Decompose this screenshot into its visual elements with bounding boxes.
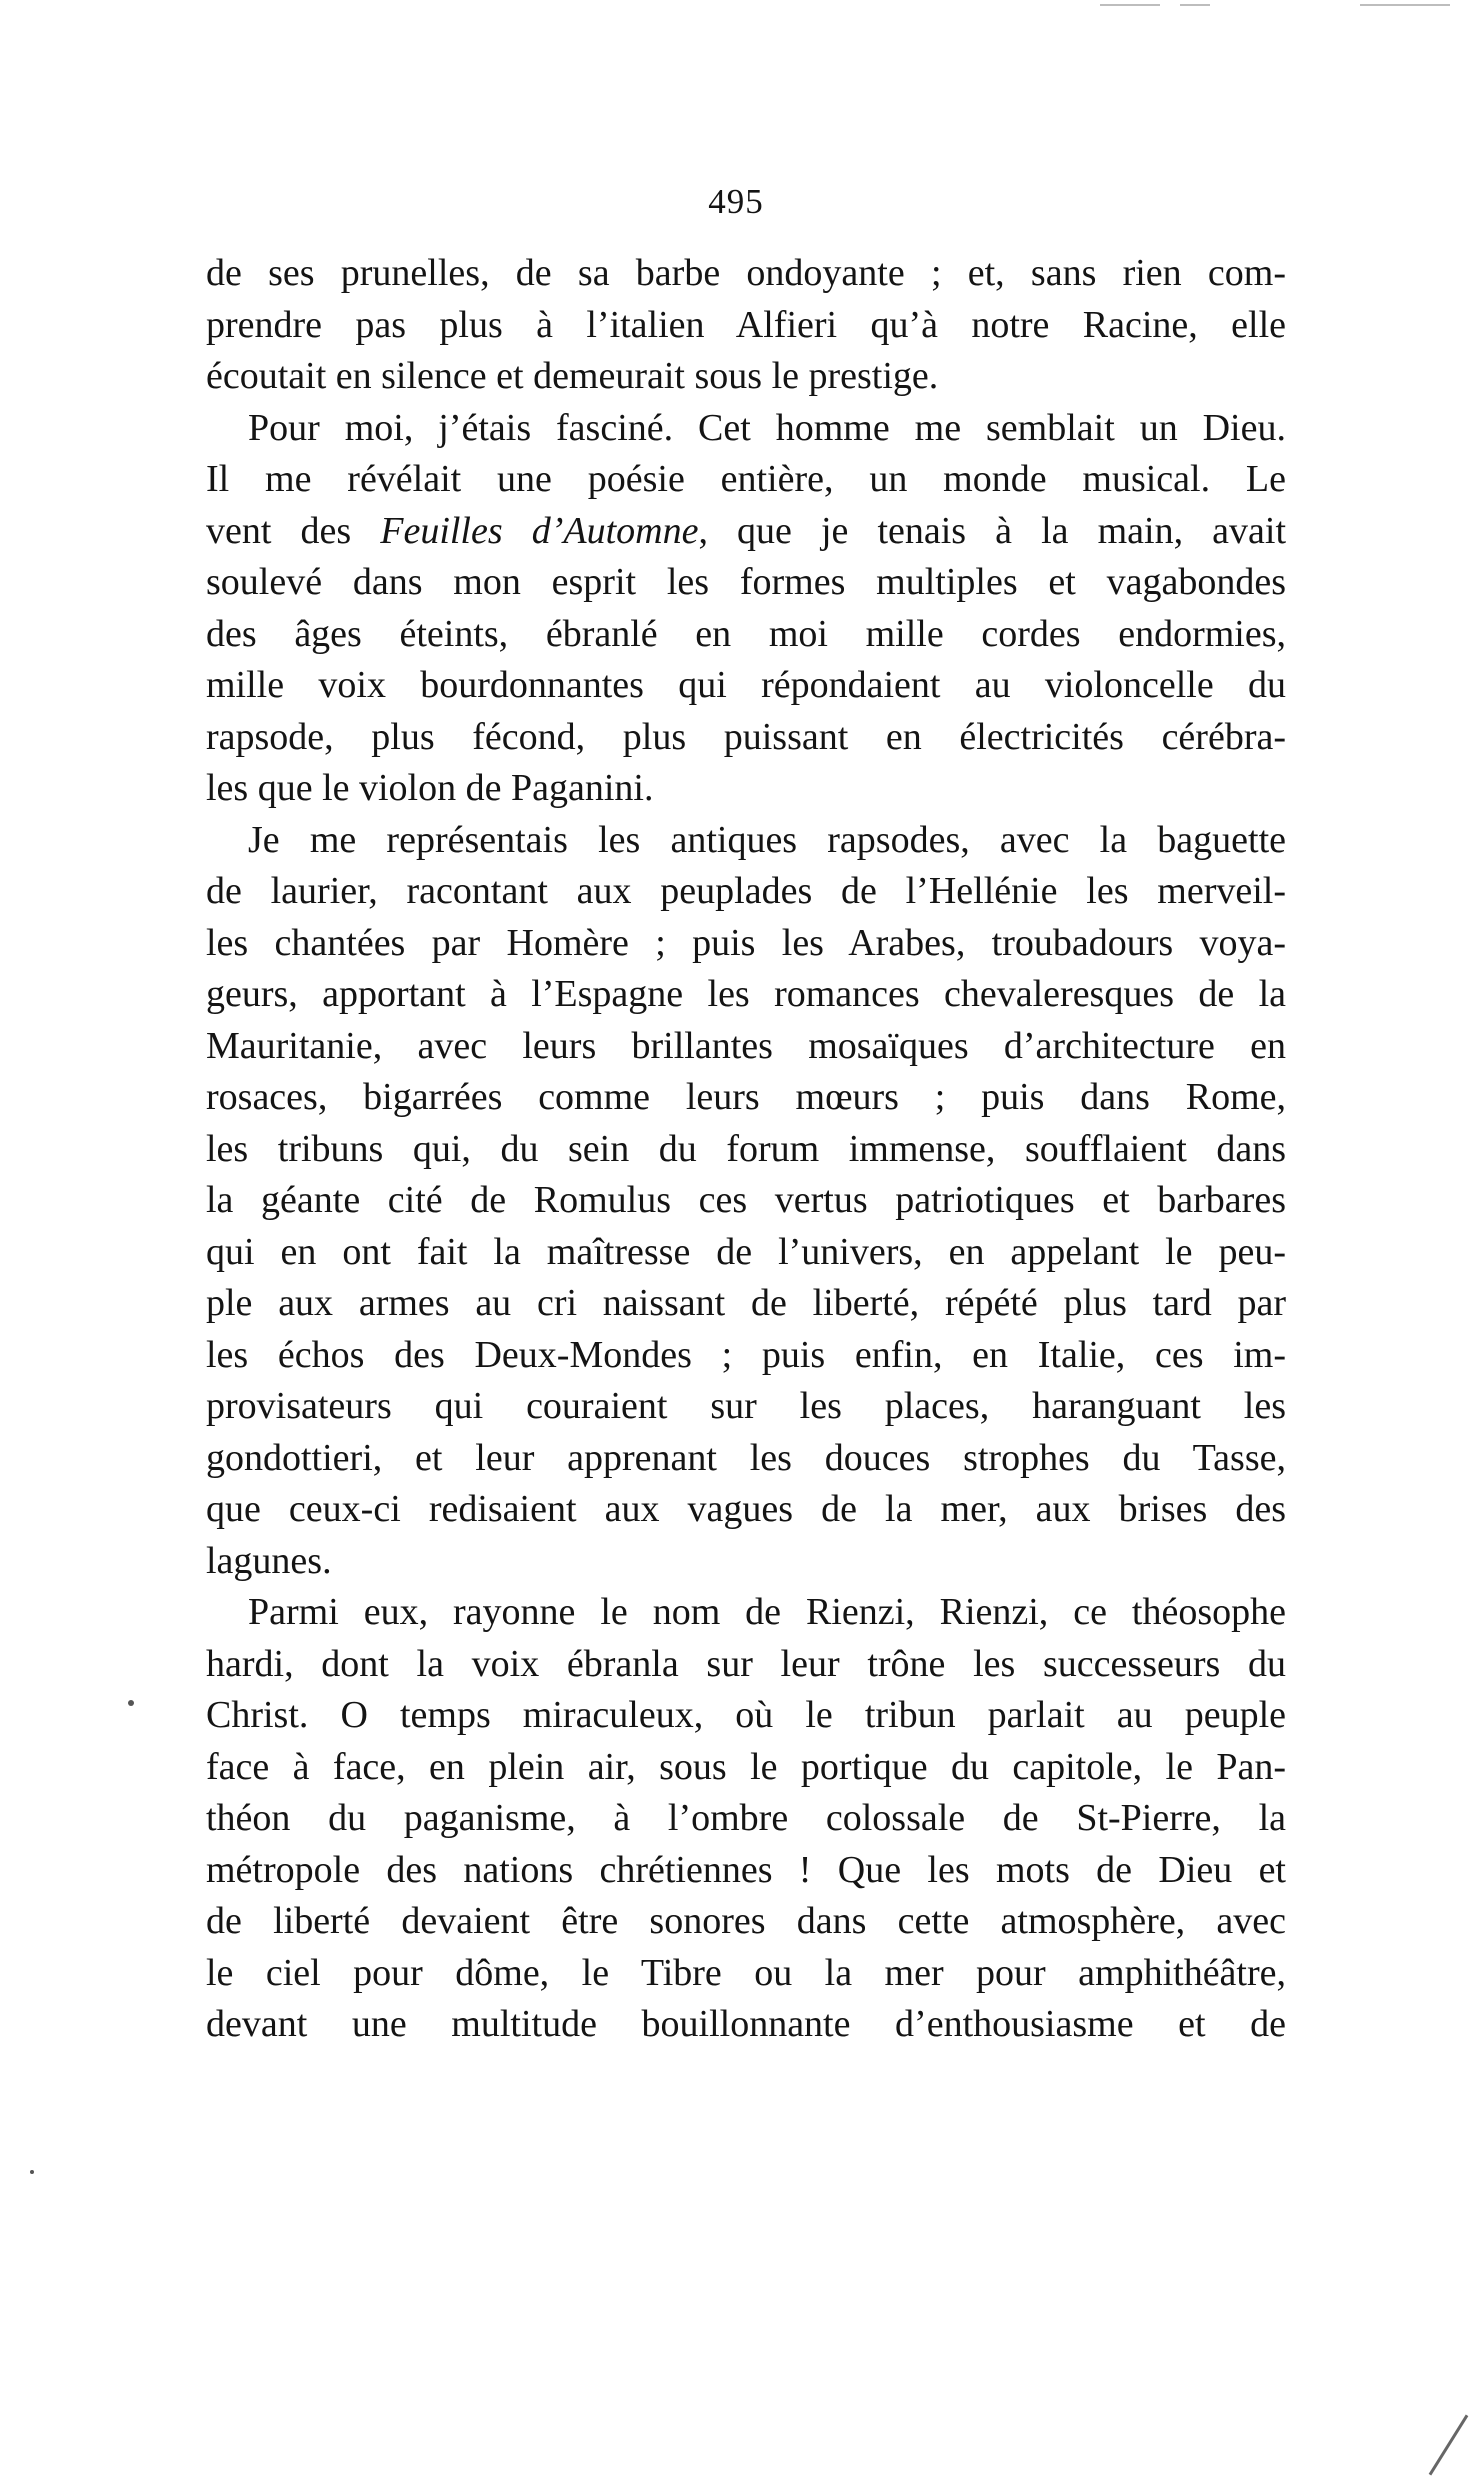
margin-speck: [30, 2170, 34, 2174]
text-line: rapsode, plus fécond, plus puissant en électricités cérébra-: [206, 715, 1286, 758]
text-line: la géante cité de Romulus ces vertus patriotiques et barbares: [206, 1179, 1286, 1221]
text-line: Je me représentais les antiques rapsodes, avec la baguette: [248, 818, 1286, 861]
text-line: les tribuns qui, du sein du forum immense, soufflaient dans: [206, 1127, 1286, 1170]
text-line: prendre pas plus à l’italien Alfieri qu’à notre Racine, elle: [206, 303, 1286, 346]
body-text: [206, 248, 1286, 2051]
paragraph-3: [206, 815, 1286, 1588]
text-run: , que je tenais à la main, avait: [698, 509, 1286, 552]
text-line: Mauritanie, avec leurs brillantes mosaïques d’architecture en: [206, 1024, 1286, 1067]
text-line: ple aux armes au cri naissant de liberté, répété plus tard par: [206, 1282, 1286, 1324]
text-line: théon du paganisme, à l’ombre colossale de St-Pierre, la: [206, 1797, 1286, 1839]
margin-speck: [128, 1700, 134, 1706]
corner-pencil-mark: [1429, 2415, 1469, 2476]
text-line: les que le violon de Paganini.: [206, 767, 654, 809]
text-line: devant une multitude bouillonnante d’enthousiasme et de: [206, 2003, 1286, 2045]
text-line: métropole des nations chrétiennes ! Que les mots de Dieu et: [206, 1848, 1286, 1891]
text-line: que ceux-ci redisaient aux vagues de la mer, aux brises des: [206, 1488, 1286, 1530]
text-line: de liberté devaient être sonores dans cette atmosphère, avec: [206, 1900, 1286, 1942]
paragraph-4: [206, 1587, 1286, 2051]
text-line: mille voix bourdonnantes qui répondaient au violoncelle du: [206, 664, 1286, 706]
text-line: Pour moi, j’étais fasciné. Cet homme me semblait un Dieu.: [248, 406, 1286, 449]
text-line-with-title: [206, 506, 1286, 558]
text-line: Christ. O temps miraculeux, où le tribun parlait au peuple: [206, 1694, 1286, 1736]
text-line: Parmi eux, rayonne le nom de Rienzi, Rienzi, ce théosophe: [248, 1591, 1286, 1633]
text-line: les chantées par Homère ; puis les Arabes, troubadours voya-: [206, 921, 1286, 964]
scan-artifact-rule: [1180, 4, 1210, 6]
scan-artifact-rule: [1360, 4, 1450, 6]
scan-artifact-rule: [1100, 4, 1160, 6]
book-title: Feuilles d’Automne: [380, 509, 699, 552]
text-line: geurs, apportant à l’Espagne les romances chevaleresques de la: [206, 973, 1286, 1015]
text-run: vent des: [206, 509, 381, 552]
paragraph-1: [206, 248, 1286, 403]
text-line: le ciel pour dôme, le Tibre ou la mer pour amphithéâtre,: [206, 1951, 1286, 1994]
text-line: rosaces, bigarrées comme leurs mœurs ; puis dans Rome,: [206, 1076, 1286, 1118]
text-line: qui en ont fait la maîtresse de l’univers, en appelant le peu-: [206, 1230, 1286, 1273]
text-line: de ses prunelles, de sa barbe ondoyante ; et, sans rien com-: [206, 252, 1286, 294]
text-line: gondottieri, et leur apprenant les douces strophes du Tasse,: [206, 1436, 1286, 1479]
paragraph-2: [206, 403, 1286, 815]
text-line: face à face, en plein air, sous le portique du capitole, le Pan-: [206, 1745, 1286, 1788]
text-line: des âges éteints, ébranlé en moi mille cordes endormies,: [206, 612, 1286, 655]
text-line: de laurier, racontant aux peuplades de l’Hellénie les merveil-: [206, 870, 1286, 912]
text-line: hardi, dont la voix ébranla sur leur trône les successeurs du: [206, 1642, 1286, 1685]
text-line: écoutait en silence et demeurait sous le prestige.: [206, 355, 939, 397]
text-line: les échos des Deux-Mondes ; puis enfin, en Italie, ces im-: [206, 1333, 1286, 1376]
text-line: lagunes.: [206, 1539, 332, 1582]
text-line: Il me révélait une poésie entière, un monde musical. Le: [206, 458, 1286, 500]
text-line: provisateurs qui couraient sur les places, haranguant les: [206, 1385, 1286, 1427]
text-line: soulevé dans mon esprit les formes multiples et vagabondes: [206, 561, 1286, 603]
page-number: 495: [708, 182, 764, 221]
